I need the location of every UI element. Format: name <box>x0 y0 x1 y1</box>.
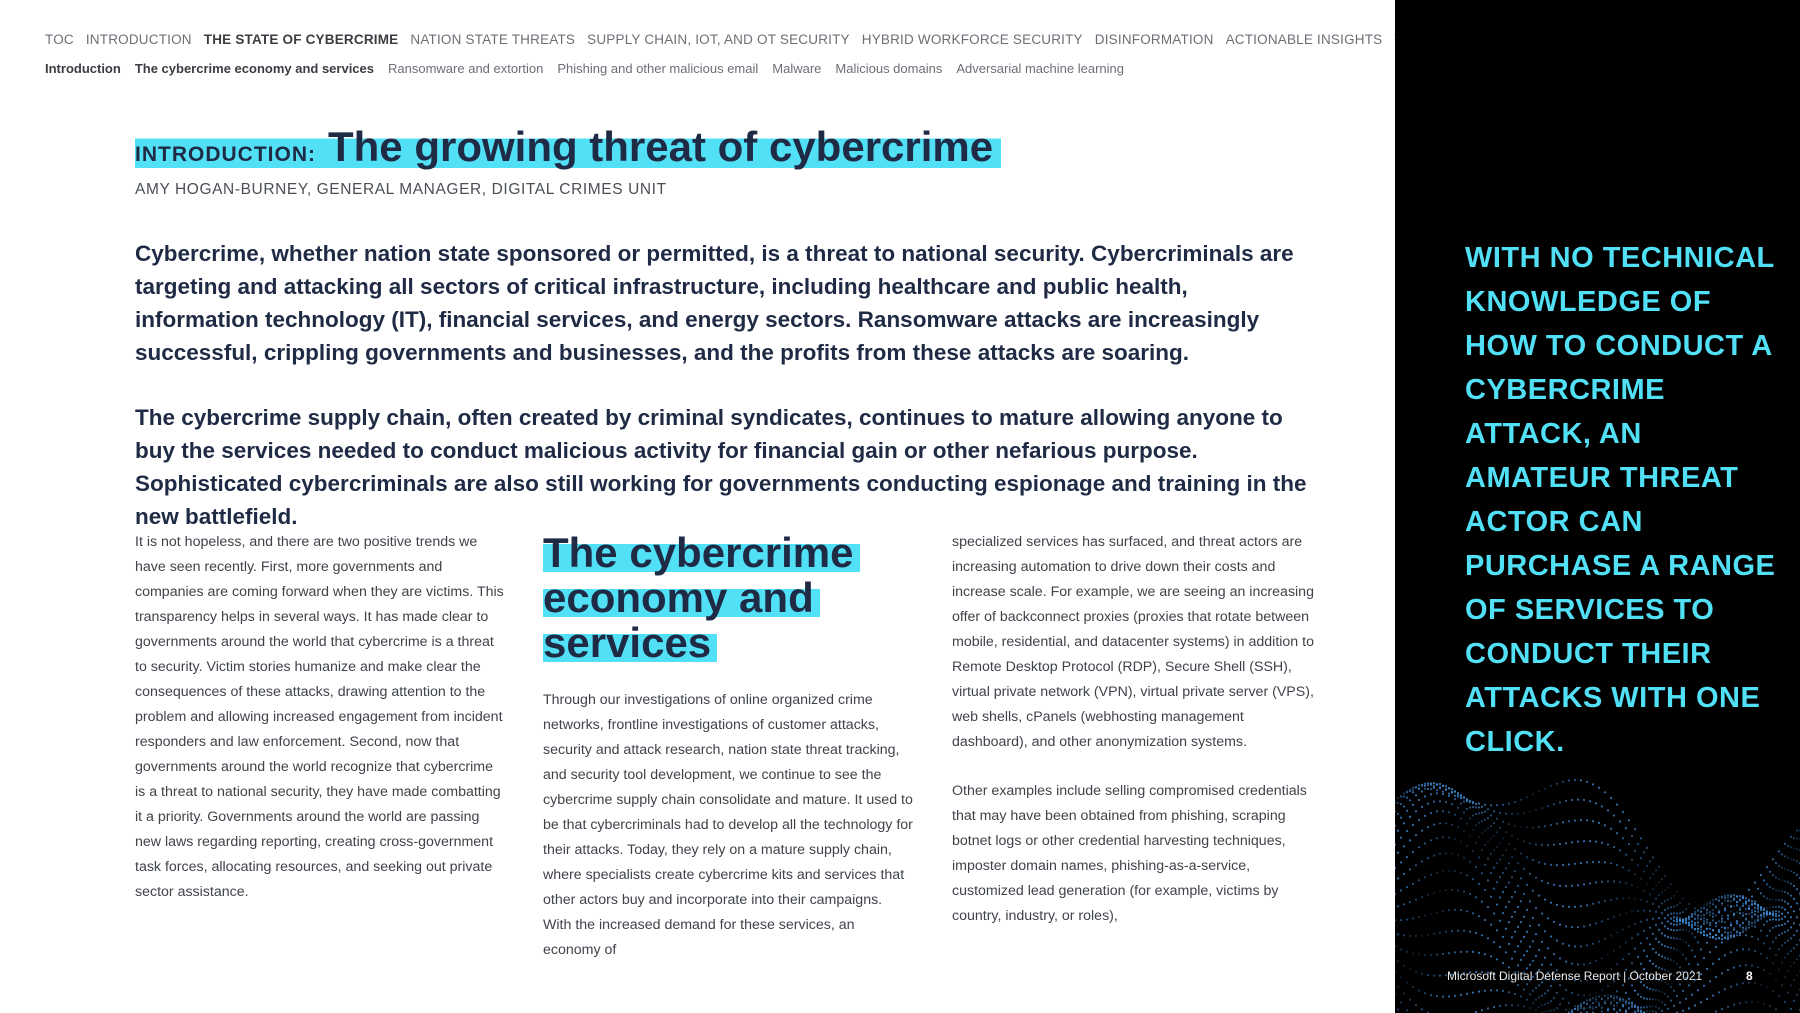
secondary-nav <box>45 61 1138 76</box>
body-column-1 <box>135 530 505 905</box>
nav-item-disinformation[interactable]: DISINFORMATION <box>1094 32 1214 47</box>
subnav-item-ransomware[interactable]: Ransomware and extortion <box>388 61 544 76</box>
body-paragraph: It is not hopeless, and there are two positive trends we have seen recently. First, more governments and companies are coming forward when they are victims. This transparency helps in several ways. It has made clear to governments around the world that cybercrime is a threat to security. Victim stories humanize and make clear the consequences of these attacks, drawing attention to the problem and allowing increased engagement from incident responders and law enforcement. Second, now that governments around the world recognize that cybercrime is a threat to national security, they have made combatting it a priority. Governments around the world are passing new laws regarding reporting, creating cross-government task forces, allocating resources, and seeking out private sector assistance. <box>135 534 504 900</box>
subnav-item-cybercrime-economy[interactable]: The cybercrime economy and services <box>134 61 375 76</box>
primary-nav <box>45 32 1454 47</box>
nav-item-introduction[interactable]: INTRODUCTION <box>85 32 192 47</box>
subnav-item-introduction[interactable]: Introduction <box>45 61 121 76</box>
author-byline: AMY HOGAN-BURNEY, GENERAL MANAGER, DIGITAL CRIMES UNIT <box>135 181 667 198</box>
nav-item-state-of-cybercrime[interactable]: THE STATE OF CYBERCRIME <box>203 32 399 47</box>
subnav-item-malware[interactable]: Malware <box>772 61 822 76</box>
section-heading-text: The cybercrime economy and services <box>543 529 860 666</box>
nav-item-toc[interactable]: TOC <box>45 32 74 47</box>
section-heading <box>543 530 913 665</box>
title-text: The growing threat of cybercrime <box>327 123 994 170</box>
title-highlight <box>135 123 1001 170</box>
body-paragraph: specialized services has surfaced, and threat actors are increasing automation to drive down their costs and increase scale. For example, we are seeing an increasing offer of backconnect proxies (proxies that rotate between mobile, residential, and datacenter systems) in addition to Remote Desktop Protocol (RDP), Secure Shell (SSH), virtual private network (VPN), virtual private server (VPS), web shells, cPanels (webhosting management dashboard), and other anonymization systems. <box>952 534 1314 750</box>
pull-quote: WITH NO TECHNICAL KNOWLEDGE OF HOW TO CONDUCT A CYBERCRIME ATTACK, AN AMATEUR THREAT ACTOR CAN PURCHASE A RANGE OF SERVICES TO CONDUCT THEIR ATTACKS WITH ONE CLICK. <box>1465 242 1776 758</box>
lede-paragraph-2: The cybercrime supply chain, often created by criminal syndicates, continues to mature allowing anyone to buy the services needed to conduct malicious activity for financial gain or other nefarious purpose. Sophisticated cybercriminals are also still working for governments conducting espionage and training in the new battlefield. <box>135 405 1307 529</box>
body-column-3 <box>952 530 1322 929</box>
nav-item-hybrid-workforce[interactable]: HYBRID WORKFORCE SECURITY <box>861 32 1083 47</box>
subnav-item-phishing[interactable]: Phishing and other malicious email <box>557 61 759 76</box>
title-kicker: INTRODUCTION: <box>135 143 316 166</box>
nav-item-nation-state-threats[interactable]: NATION STATE THREATS <box>410 32 576 47</box>
pull-quote-panel <box>1395 0 1800 1013</box>
nav-item-supply-chain[interactable]: SUPPLY CHAIN, IOT, AND OT SECURITY <box>587 32 850 47</box>
nav-item-actionable-insights[interactable]: ACTIONABLE INSIGHTS <box>1225 32 1383 47</box>
subnav-item-adversarial-ml[interactable]: Adversarial machine learning <box>956 61 1124 76</box>
subnav-item-malicious-domains[interactable]: Malicious domains <box>835 61 943 76</box>
body-paragraph: Other examples include selling compromised credentials that may have been obtained from phishing, scraping botnet logs or other credential harvesting techniques, imposter domain names, phishing-as-a-service, customized lead generation (for example, victims by country, industry, or roles), <box>952 783 1307 924</box>
body-column-2 <box>543 688 913 963</box>
page-title <box>135 124 1001 168</box>
body-paragraph: Through our investigations of online organized crime networks, frontline investigations of customer attacks, security and attack research, nation state threat tracking, and security tool development, we continue to see the cybercrime supply chain consolidate and mature. It used to be that cybercriminals had to develop all the technology for their attacks. Today, they rely on a mature supply chain, where specialists create cybercrime kits and services that other actors buy and incorporate into their campaigns. With the increased demand for these services, an economy of <box>543 692 913 958</box>
page-number: 8 <box>1746 969 1753 983</box>
lede-paragraph-1: Cybercrime, whether nation state sponsored or permitted, is a threat to national security. Cybercriminals are targeting and attacking all sectors of critical infrastructure, including healthcare and public health, information technology (IT), financial services, and energy sectors. Ransomware attacks are increasingly successful, crippling governments and businesses, and the profits from these attacks are soaring. <box>135 241 1294 365</box>
footer-text: Microsoft Digital Defense Report | October 2021 <box>1447 969 1703 983</box>
